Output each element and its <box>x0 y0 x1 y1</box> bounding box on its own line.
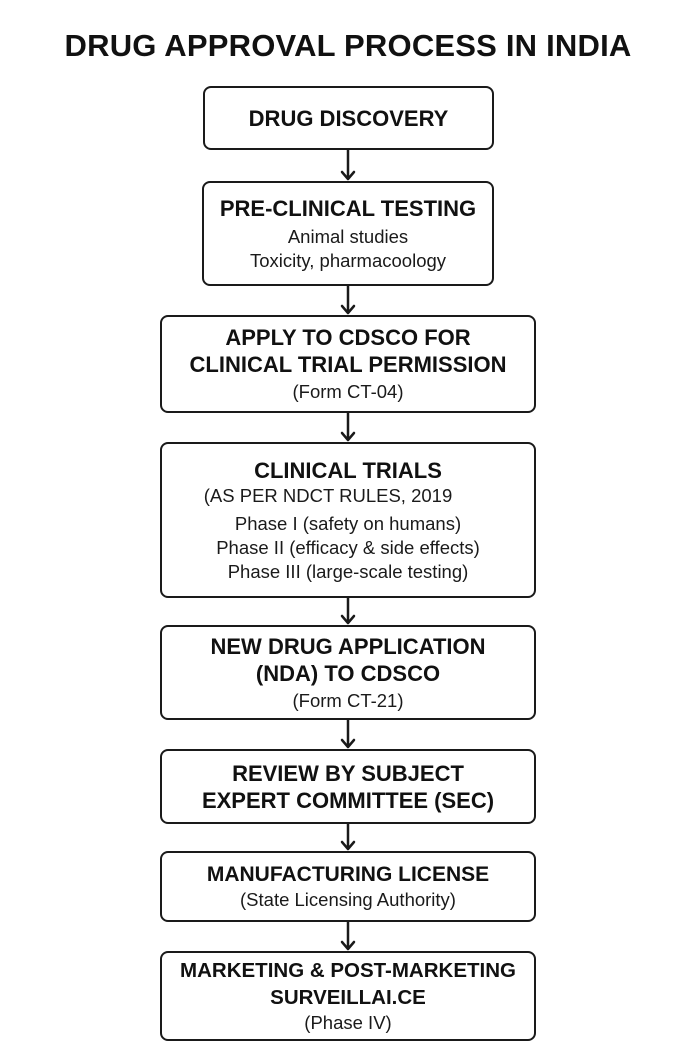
step-heading: EXPERT COMMITTEE (SEC) <box>201 787 495 813</box>
step-pre-clinical-testing <box>202 181 494 286</box>
step-heading: CLINICAL TRIALS <box>254 457 442 483</box>
step-heading: PRE-CLINICAL TESTING <box>219 195 477 221</box>
step-apply-cdsco <box>160 315 536 413</box>
step-detail: (Form CT-04) <box>292 381 404 402</box>
arrow-3-4 <box>342 413 354 440</box>
arrow-5-6 <box>342 720 354 747</box>
arrow-2-3 <box>342 286 354 313</box>
step-detail: (Phase IV) <box>304 1012 392 1033</box>
step-detail: Phase I (safety on humans) <box>234 512 462 534</box>
step-heading: REVIEW BY SUBJECT <box>232 760 464 786</box>
step-heading: CLINICAL TRIAL PERMISSION <box>189 352 507 377</box>
page-title: DRUG APPROVAL PROCESS IN INDIA <box>64 28 632 63</box>
step-clinical-trials <box>160 442 536 598</box>
step-heading: APPLY TO CDSCO FOR <box>225 325 471 350</box>
step-heading: SURVEILLAI.CE <box>270 986 426 1009</box>
step-detail: (State Licensing Authority) <box>240 889 456 910</box>
step-detail: Animal studies <box>287 225 409 247</box>
step-detail: (AS PER NDCT RULES, 2019 <box>203 484 453 506</box>
step-detail: Phase III (large-scale testing) <box>227 560 469 582</box>
arrow-1-2 <box>342 150 354 179</box>
step-heading: DRUG DISCOVERY <box>248 105 449 131</box>
arrow-6-7 <box>342 824 354 849</box>
step-marketing-post-marketing <box>160 951 536 1041</box>
arrow-4-5 <box>342 598 354 623</box>
step-detail: (Form CT-21) <box>292 689 404 711</box>
arrow-7-8 <box>342 922 354 949</box>
step-heading: (NDA) TO CDSCO <box>255 660 441 686</box>
step-new-drug-application <box>160 625 536 720</box>
step-detail: Phase II (efficacy & side effects) <box>216 536 480 558</box>
step-heading: NEW DRUG APPLICATION <box>210 633 486 659</box>
step-detail: Toxicity, pharmacoology <box>249 249 447 271</box>
step-drug-discovery <box>203 86 494 150</box>
step-heading: MARKETING & POST-MARKETING <box>180 959 516 982</box>
step-review-sec <box>160 749 536 824</box>
step-heading: MANUFACTURING LICENSE <box>206 863 490 886</box>
step-manufacturing-license <box>160 851 536 922</box>
